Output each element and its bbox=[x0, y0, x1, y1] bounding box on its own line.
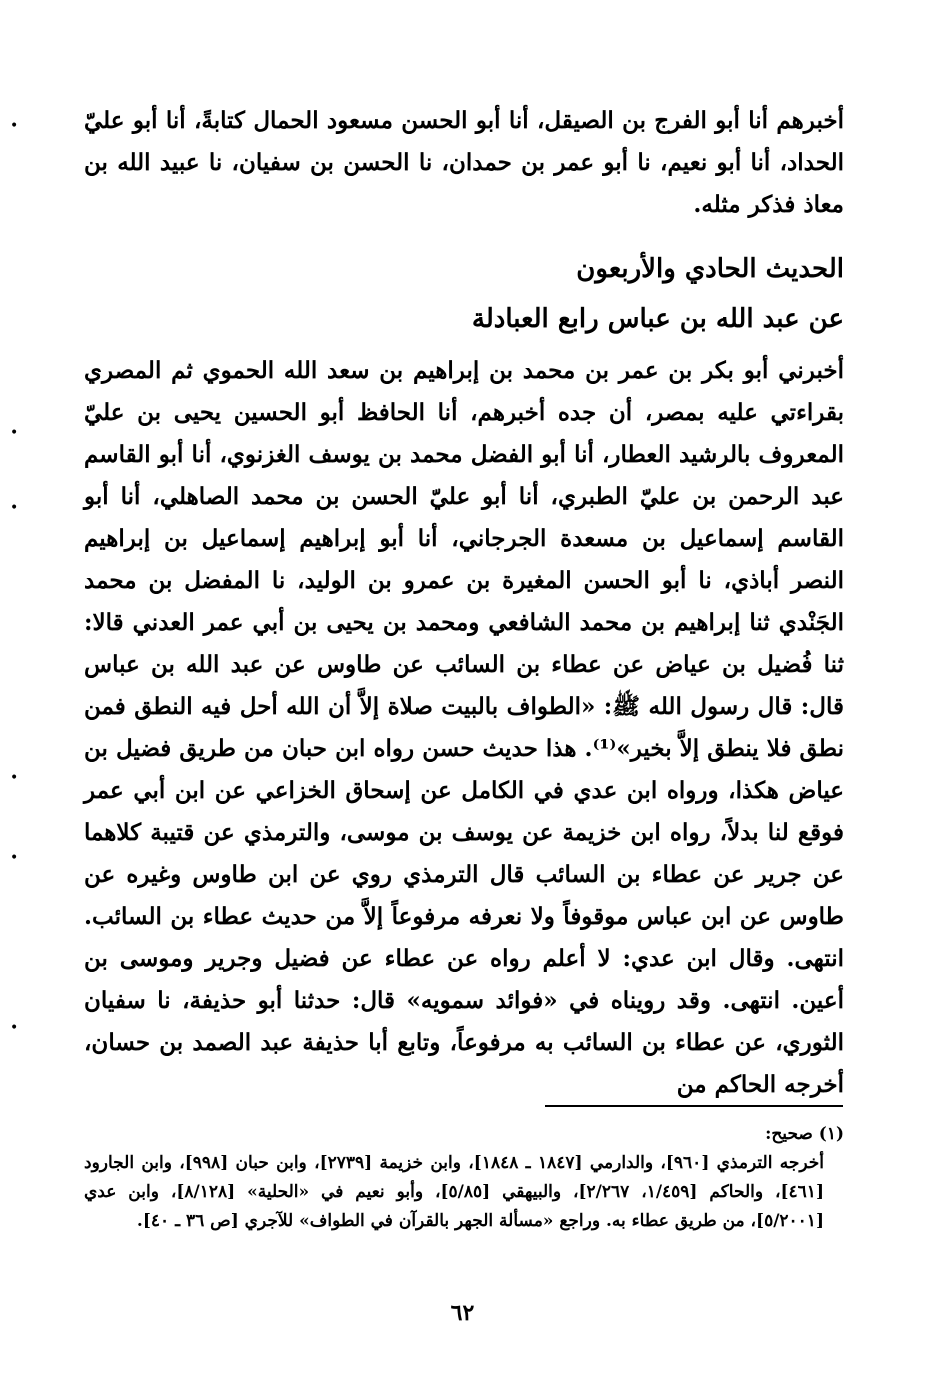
margin-dot: • bbox=[10, 1020, 19, 1036]
footnote-divider bbox=[545, 1105, 843, 1107]
hadith-subtitle: عن عبد الله بن عباس رابع العبادلة bbox=[471, 304, 844, 334]
margin-dot: • bbox=[10, 850, 19, 866]
main-paragraph: أخبرني أبو بكر بن عمر بن محمد بن إبراهيم بن سعد الله الحموي ثم المصري بقراءتي عليه بمصر، أن جده أخبرهم، أنا الحافظ أبو الحسين يحيى بن عليّ المعروف بالرشيد العطار، أنا أبو الفضل محمد بن يوسف الغزنوي، أنا أبو القاسم عبد الرحمن بن عليّ الطبري، أنا أبو عليّ الحسن بن محمد الصاهلي، أنا أبو القاسم إسماعيل بن مسعدة الجرجاني، أنا أبو إبراهيم إسماعيل بن إبراهيم النصر أباذي، نا أبو الحسن المغيرة بن عمرو بن الوليد، نا المفضل بن محمد الجَنْدي ثنا إبراهيم بن محمد الشافعي ومحمد بن يحيى بن أبي عمر العدني قالا: ثنا فُضيل بن عياض عن عطاء بن السائب عن طاوس عن عبد الله بن عباس قال: قال رسول الله ﷺ: «الطواف بالبيت صلاة إلاَّ أن الله أحل فيه النطق فمن نطق فلا ينطق إلاَّ بخير»⁽¹⁾. هذا حديث حسن رواه ابن حبان من طريق فضيل بن عياض هكذا، ورواه ابن عدي في الكامل عن إسحاق الخزاعي عن ابن أبي عمر فوقع لنا بدلاً، رواه ابن خزيمة عن يوسف بن موسى، والترمذي عن قتيبة كلاهما عن جرير عن عطاء بن السائب قال الترمذي روي عن ابن طاوس وغيره عن طاوس عن ابن عباس موقوفاً ولا نعرفه مرفوعاً إلاَّ من حديث عطاء بن السائب. انتهى. وقال ابن عدي: لا أعلم رواه عن عطاء عن فضيل وجرير وموسى بن أعين. انتهى. وقد رويناه في «فوائد سمويه» قال: حدثنا أبو حذيفة، نا سفيان الثوري، عن عطاء بن السائب به مرفوعاً، وتابع أبا حذيفة عبد الصمد بن حسان، أخرجه الحاكم من bbox=[84, 357, 845, 1098]
top-paragraph: أخبرهم أنا أبو الفرج بن الصيقل، أنا أبو الحسن مسعود الحمال كتابةً، أنا أبو عليّ الحداد، أنا أبو نعيم، نا أبو عمر بن حمدان، نا الحسن بن سفيان، نا عبيد الله بن معاذ فذكر مثله. bbox=[84, 107, 844, 218]
footnotes bbox=[84, 1120, 844, 1236]
hadith-title: الحديث الحادي والأربعون bbox=[576, 254, 844, 284]
footnote-text: أخرجه الترمذي [٩٦٠]، والدارمي [١٨٤٧ ـ ١٨٤٨]، وابن خزيمة [٢٧٣٩]، وابن حبان [٩٩٨]، وابن الجارود [٤٦١]، والحاكم [١/٤٥٩، ٢/٢٦٧]، والبيهقي [٥/٨٥]، وأبو نعيم في «الحلية» [٨/١٢٨]، وابن عدي [٥/٢٠٠١]، من طريق عطاء به. وراجع «مسألة الجهر بالقرآن في الطواف» للآجري [ص ٣٦ ـ ٤٠]. bbox=[84, 1153, 824, 1231]
margin-dot: • bbox=[10, 425, 19, 441]
margin-dot: • bbox=[10, 770, 19, 786]
page-body bbox=[84, 100, 844, 1106]
footnote-heading: (١) صحيح: bbox=[765, 1124, 844, 1144]
margin-dot: • bbox=[10, 500, 19, 516]
page-number: ٦٢ bbox=[450, 1300, 475, 1326]
margin-dot: • bbox=[10, 118, 19, 134]
